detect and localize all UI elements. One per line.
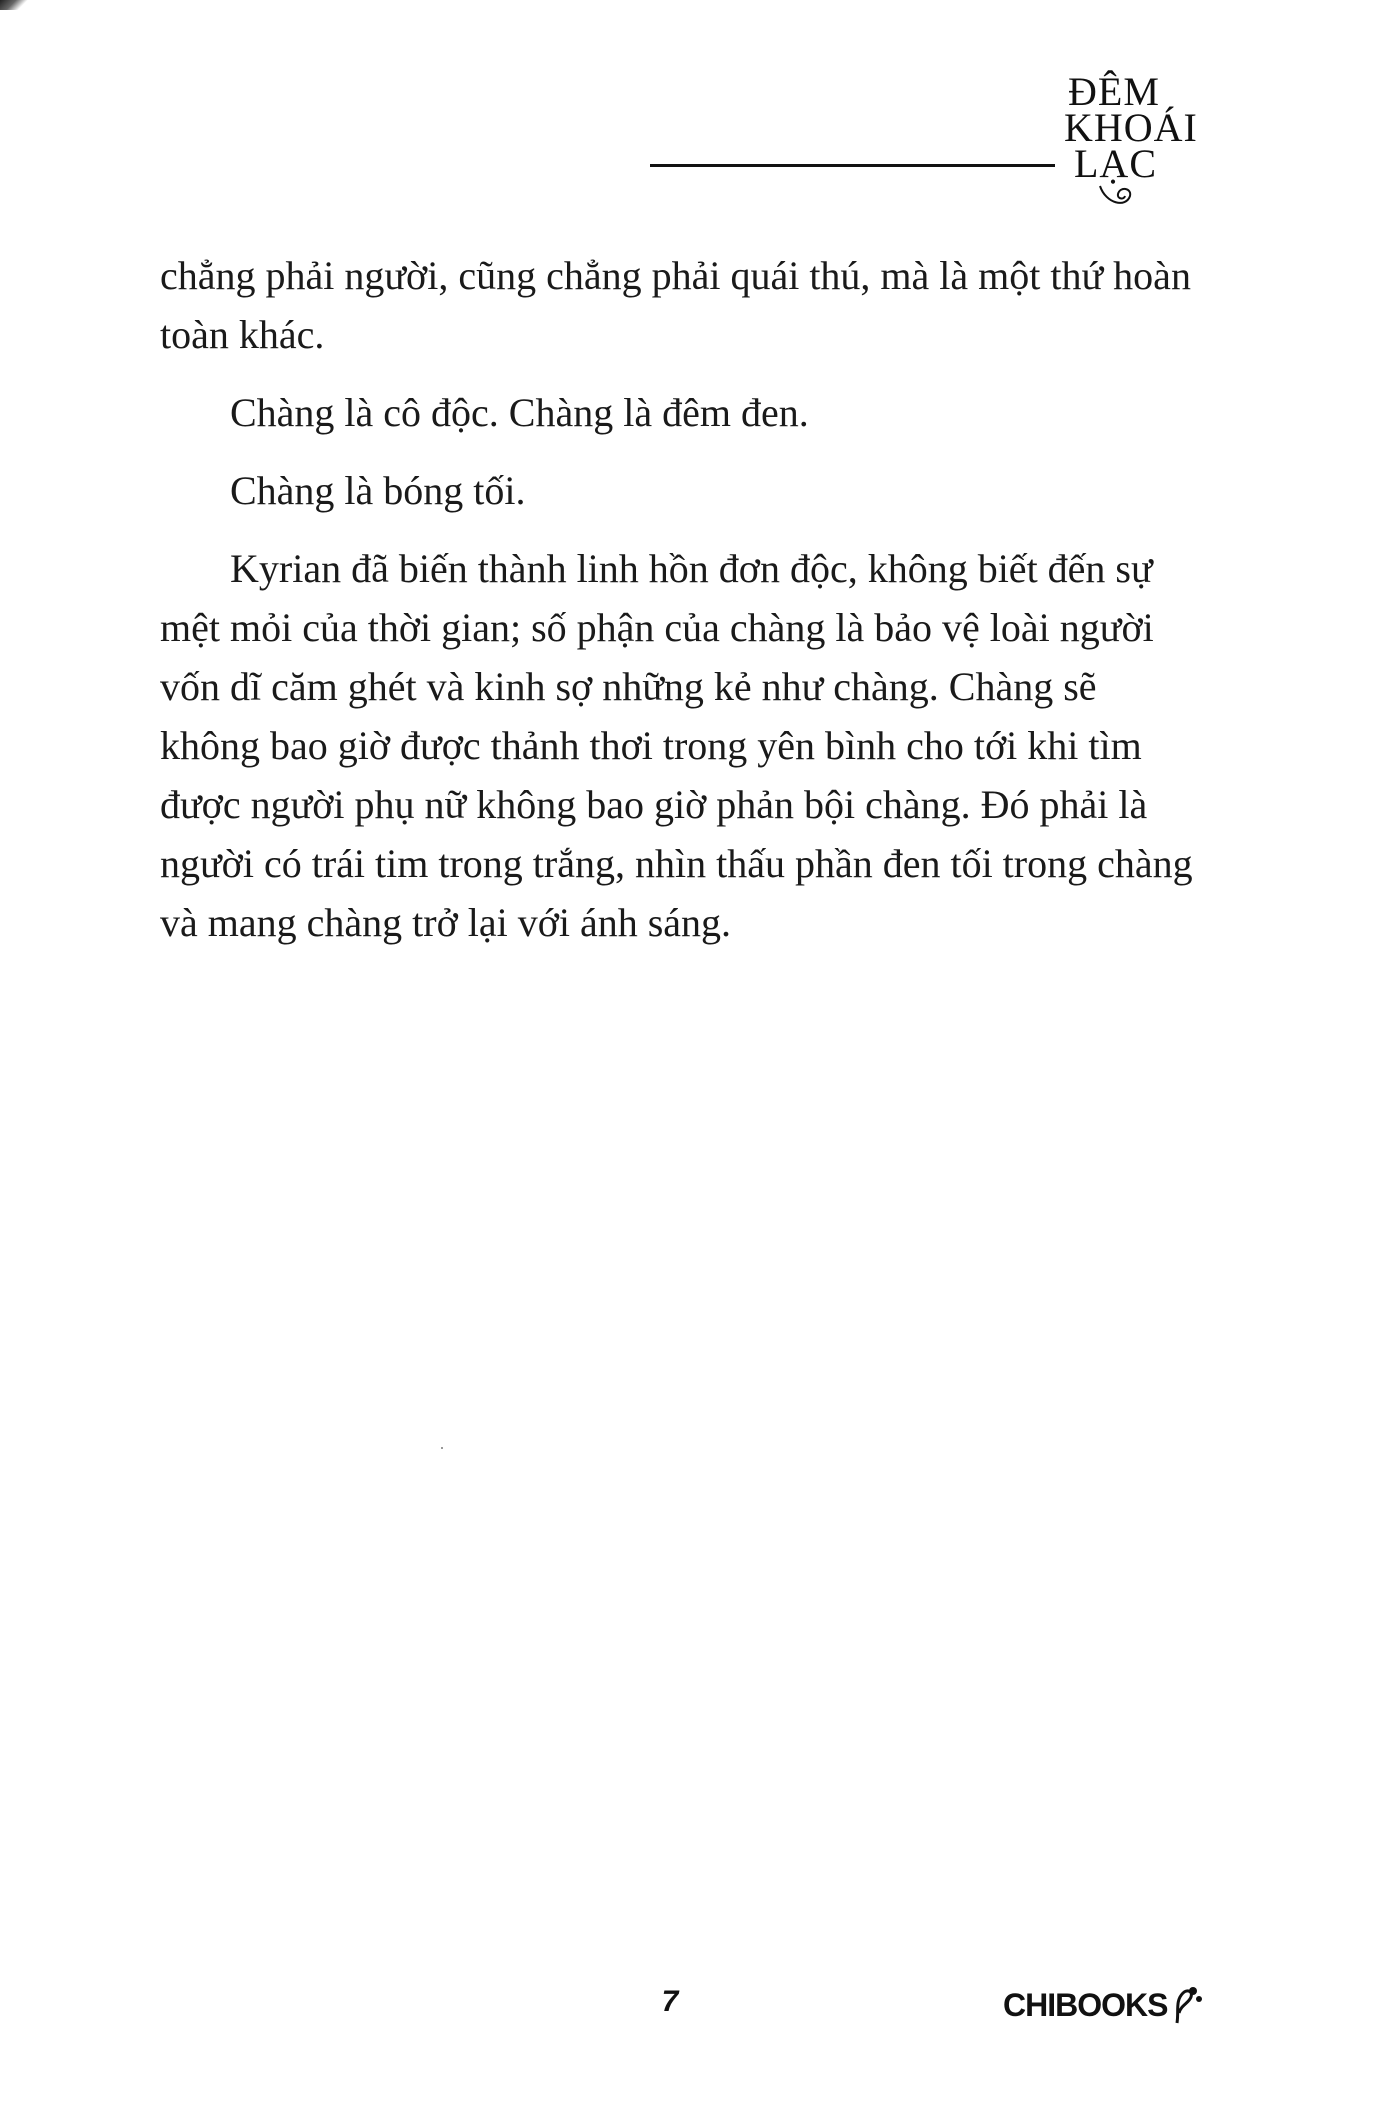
scan-speck xyxy=(441,1447,443,1449)
publisher-name: CHIBOOKS xyxy=(1003,1986,1168,2023)
paragraph-2: Chàng là cô độc. Chàng là đêm đen. xyxy=(230,390,809,435)
logo-swirl-icon xyxy=(1096,182,1136,210)
header-rule xyxy=(650,164,1055,167)
scan-corner-shadow xyxy=(0,0,30,10)
paragraph-1: chẳng phải người, cũng chẳng phải quái thú, mà là một thứ hoàn toàn khác. xyxy=(160,253,1191,357)
paragraph-4: Kyrian đã biến thành linh hồn đơn độc, không biết đến sự mệt mỏi của thời gian; số phận của chàng là bảo vệ loài người vốn dĩ căm ghét và kinh sợ những kẻ như chàng. Chàng sẽ không bao giờ được thảnh thơi trong yên bình cho tới khi tìm được người phụ nữ không bao giờ phản bội chàng. Đó phải là người có trái tim trong trắng, nhìn thấu phần đen tối trong chàng và mang chàng trở lại với ánh sáng. xyxy=(160,546,1193,945)
page-number: 7 xyxy=(661,1985,679,2018)
publisher-leaf-icon xyxy=(1169,1985,1203,2025)
logo-line-1: ĐÊM xyxy=(1068,69,1160,114)
book-title-logo xyxy=(1060,69,1198,220)
logo-line-3: LẠC xyxy=(1074,141,1157,186)
publisher-logo xyxy=(1003,1985,1203,2025)
logo-line-2: KHOÁI xyxy=(1064,105,1198,150)
body-text xyxy=(160,246,1200,952)
paragraph-3: Chàng là bóng tối. xyxy=(230,468,526,513)
